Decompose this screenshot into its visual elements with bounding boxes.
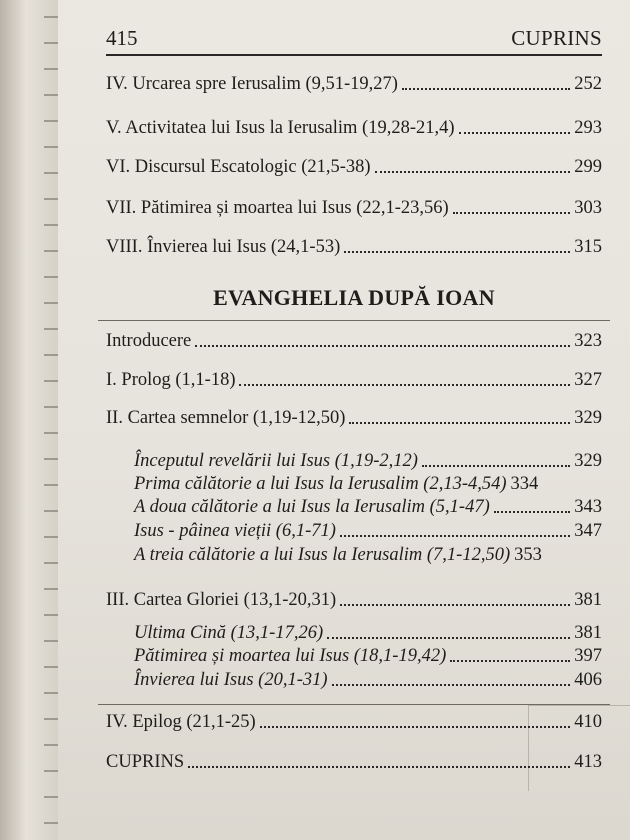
toc-entry-patimirea: VII. Pătimirea și moartea lui Isus (22,1-23,56) 303 bbox=[106, 198, 602, 218]
toc-entry-activitatea: V. Activitatea lui Isus la Ierusalim (19,28-21,4) 293 bbox=[106, 118, 602, 138]
toc-subentry-patimirea-moartea: Pătimirea și moartea lui Isus (18,1-19,42) 397 bbox=[134, 646, 602, 666]
book-page bbox=[58, 0, 630, 840]
toc-entry-prolog: I. Prolog (1,1-18) 327 bbox=[106, 370, 602, 390]
page-header bbox=[106, 26, 602, 56]
leader-dots bbox=[260, 726, 571, 728]
leader-dots bbox=[453, 212, 571, 214]
leader-dots bbox=[332, 684, 571, 686]
section-title: EVANGHELIA DUPĂ IOAN bbox=[213, 285, 495, 310]
leader-dots bbox=[494, 511, 570, 513]
toc-entry-discursul: VI. Discursul Escatologic (21,5-38) 299 bbox=[106, 157, 602, 177]
leader-dots bbox=[402, 88, 570, 90]
leader-dots bbox=[375, 171, 571, 173]
toc-subentry-a-treia-calatorie: A treia călătorie a lui Isus la Ierusalim (7,1-12,50) 353 bbox=[134, 545, 542, 565]
toc-entry-invierea: VIII. Învierea lui Isus (24,1-53) 315 bbox=[106, 237, 602, 257]
leader-dots bbox=[344, 251, 570, 253]
page-number: 415 bbox=[106, 26, 138, 50]
leader-dots bbox=[340, 604, 570, 606]
toc-entry-epilog: IV. Epilog (21,1-25) 410 bbox=[106, 712, 602, 732]
leader-dots bbox=[239, 384, 570, 386]
leader-dots bbox=[188, 766, 570, 768]
toc-subentry-prima-calatorie: Prima călătorie a lui Isus la Ierusalim (2,13-4,54) 334 bbox=[134, 474, 539, 494]
toc-entry-cuprins: CUPRINS 413 bbox=[106, 752, 602, 772]
leader-dots bbox=[327, 637, 570, 639]
running-title: CUPRINS bbox=[511, 26, 602, 50]
toc-subentry-inceputul: Începutul revelării lui Isus (1,19-2,12) 329 bbox=[134, 451, 602, 471]
toc-subentry-painea-vietii: Isus - pâinea vieții (6,1-71) 347 bbox=[134, 521, 602, 541]
leader-dots bbox=[450, 660, 570, 662]
toc-subentry-a-doua-calatorie: A doua călătorie a lui Isus la Ierusalim (5,1-47) 343 bbox=[134, 497, 602, 517]
leader-dots bbox=[459, 132, 571, 134]
toc-entry-urcarea: IV. Urcarea spre Ierusalim (9,51-19,27) 252 bbox=[106, 74, 602, 94]
toc-subentry-invierea: Învierea lui Isus (20,1-31) 406 bbox=[134, 670, 602, 690]
leader-dots bbox=[422, 465, 570, 467]
toc-entry-cartea-gloriei: III. Cartea Gloriei (13,1-20,31) 381 bbox=[106, 590, 602, 610]
toc-entry-introducere: Introducere 323 bbox=[106, 331, 602, 351]
section-rule bbox=[98, 320, 610, 321]
toc-entry-cartea-semnelor: II. Cartea semnelor (1,19-12,50) 329 bbox=[106, 408, 602, 428]
leader-dots bbox=[349, 422, 570, 424]
leader-dots bbox=[195, 345, 570, 347]
leader-dots bbox=[340, 535, 570, 537]
toc-subentry-ultima-cina: Ultima Cină (13,1-17,26) 381 bbox=[134, 623, 602, 643]
spine-stitching bbox=[44, 0, 58, 840]
